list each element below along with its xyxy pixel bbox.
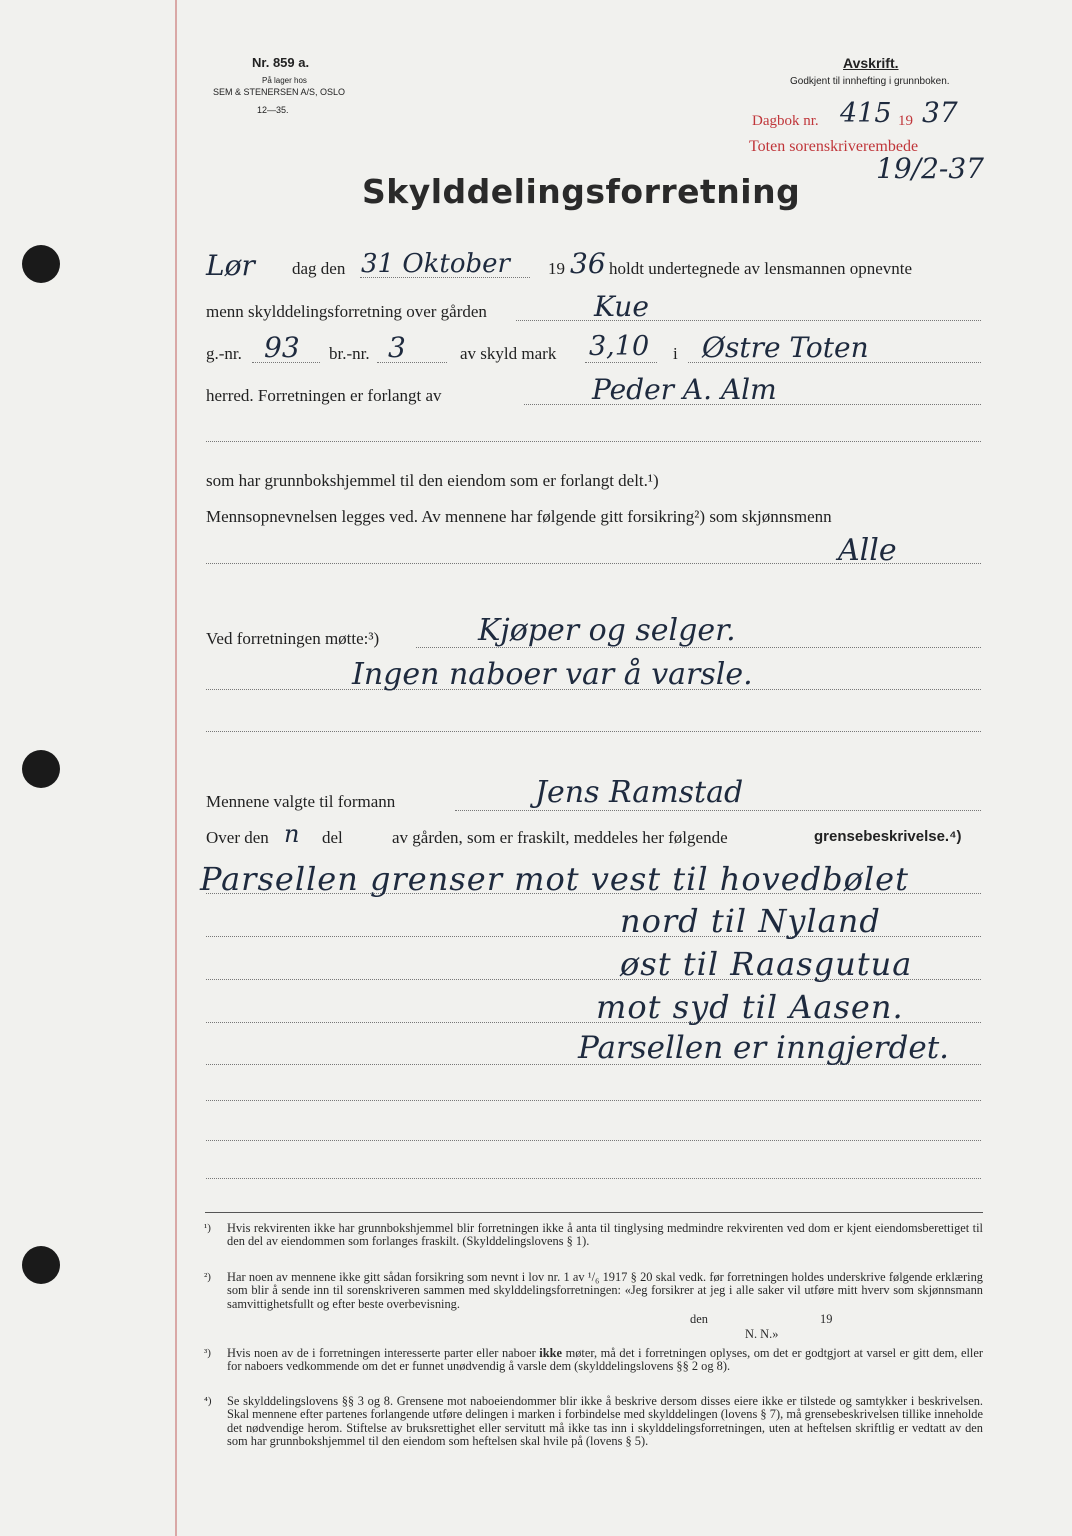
- stamp-dagbok: Dagbok nr.: [752, 113, 819, 129]
- text: Mennene valgte til formann: [206, 792, 396, 811]
- text: i: [673, 344, 678, 363]
- text-bold: grensebeskrivelse.⁴): [814, 828, 962, 845]
- stamp-year-prefix: 19: [898, 113, 913, 129]
- hand-attendees: Kjøper og selger.: [478, 613, 736, 648]
- text: som har grunnbokshjemmel til den eiendom som er forlangt delt.¹): [206, 471, 659, 490]
- footnote-1: [227, 1222, 983, 1249]
- hand-attendees: Ingen naboer var å varsle.: [352, 657, 753, 692]
- footnote-number: ⁴): [204, 1395, 212, 1407]
- hand-requester: Peder A. Alm: [592, 373, 777, 406]
- punch-hole: [22, 245, 60, 283]
- footnote-number: ³): [204, 1347, 211, 1359]
- hand-dagbok-nr: 415: [840, 98, 892, 129]
- footnote-text: møter, må det i forretningen oplyses, om det er godtgjort at varsel er gitt dem, eller for naboers vedkommende om det er funnet unødvendig å varsle dem (skylddelingslovens §§ 2 og 8).: [227, 1346, 983, 1374]
- boundary-line: Parsellen er inngjerdet.: [578, 1030, 950, 1066]
- publisher-line: 12—35.: [257, 105, 289, 115]
- hand-bnr: 3: [388, 331, 406, 364]
- footnote-2: [227, 1271, 983, 1311]
- hand-mark: 3,10: [589, 331, 650, 362]
- text: Mennsopnevnelsen legges ved. Av mennene har følgende gitt forsikring²) som skjønnsmenn: [206, 507, 832, 526]
- boundary-line: nord til Nyland: [620, 902, 881, 940]
- page-title: Skylddelingsforretning: [362, 172, 801, 211]
- hand-date: 19/2-37: [876, 152, 984, 185]
- text: del: [322, 828, 343, 847]
- hand-year: 36: [570, 247, 606, 280]
- hand-herred: Østre Toten: [702, 331, 869, 364]
- footnote-number: ²): [204, 1271, 211, 1283]
- publisher-line: SEM & STENERSEN A/S, OSLO: [213, 87, 346, 97]
- boundary-line: øst til Raasgutua: [620, 945, 913, 983]
- text: herred. Forretningen er forlangt av: [206, 386, 442, 405]
- margin-line: [175, 0, 177, 1536]
- text: dag den: [292, 259, 346, 278]
- text: br.-nr.: [329, 344, 370, 363]
- text: menn skylddelingsforretning over gården: [206, 302, 487, 321]
- hand-year: 37: [922, 96, 958, 129]
- copy-sub: Godkjent til innhefting i grunnboken.: [790, 76, 950, 87]
- hand-jurors: Alle: [838, 533, 897, 568]
- form-number: Nr. 859 a.: [252, 55, 310, 70]
- hand-den: n: [284, 820, 300, 848]
- footnote-text: Hvis noen av de i forretningen interesserte parter eller naboer: [227, 1346, 536, 1360]
- hand-weekday: Lør: [206, 249, 255, 282]
- text: av gården, som er fraskilt, meddeles her følgende: [392, 828, 728, 847]
- footnote-text: Har noen av mennene ikke gitt sådan forsikring som nevnt i lov nr. 1 av ¹/₆ 1917 § 20 skal vedk. før forretningen holdes underskrive følgende erklæring som blir å sende inn til sorenskriveren sammen med skylddelingsforretningen: «Jeg forsikrer at jeg i alle saker vil utføre mitt hverv som skjønnsmann samvittighetsfullt og efter beste overbevisning.: [227, 1270, 983, 1311]
- boundary-line: mot syd til Aasen.: [596, 988, 904, 1026]
- text: holdt undertegnede av lensmannen opnevnte: [609, 259, 913, 278]
- footnote-4: [227, 1395, 983, 1449]
- footnote-3: [227, 1347, 983, 1374]
- stamp-court: Toten sorenskriverembede: [749, 138, 919, 155]
- punch-hole: [22, 1246, 60, 1284]
- hand-farm: Kue: [594, 290, 649, 323]
- footnote-text: Se skylddelingslovens §§ 3 og 8. Grensene mot naboeiendommer blir ikke å beskrive dersom disses eiere ikke er tilstede og samtykker i beskrivelsen. Skal mennene efter partenes forlangende utføre delingen i marken i forbindelse med skylddelingen (lovens § 7), må grensebeskrivelsen tillike inneholde det nødvendige herom. Stiftelse av bruksrettighet eller servitutt må ikke tas inn i skylddelingsforretningen, uten at heftelsen skriftlig er vedtatt av den som har grunnbokshjemmel til den eiendom som heftelsen skal hvile på (lovens § 5).: [227, 1394, 983, 1449]
- punch-hole: [22, 750, 60, 788]
- text: g.-nr.: [206, 344, 242, 363]
- footnote-text: Hvis rekvirenten ikke har grunnbokshjemmel blir forretningen ikke å anta til tinglysing medmindre rekvirenten ved dom er kjent eiendomsberettiget til den del av eiendommen som forlanges fraskilt. (Skylddelingslovens § 1).: [227, 1221, 983, 1249]
- footnote-bold: ikke: [539, 1346, 563, 1360]
- footnote-nn: N. N.»: [745, 1327, 779, 1341]
- publisher-line: På lager hos: [262, 76, 307, 85]
- boundary-line: Parsellen grenser mot vest til hovedbølet: [200, 860, 909, 898]
- text: Ved forretningen møtte:³): [206, 629, 380, 648]
- footnote-rule: [205, 1212, 983, 1213]
- footnote-19: 19: [820, 1312, 833, 1326]
- footnote-den: den: [690, 1312, 708, 1326]
- hand-chairman: Jens Ramstad: [535, 775, 744, 810]
- text: Over den: [206, 828, 269, 847]
- footnote-number: ¹): [204, 1222, 211, 1234]
- text: 19: [548, 259, 565, 278]
- hand-gnr: 93: [264, 331, 300, 364]
- copy-label: Avskrift.: [843, 55, 899, 71]
- text: av skyld mark: [460, 344, 557, 363]
- hand-date: 31 Oktober: [361, 249, 510, 279]
